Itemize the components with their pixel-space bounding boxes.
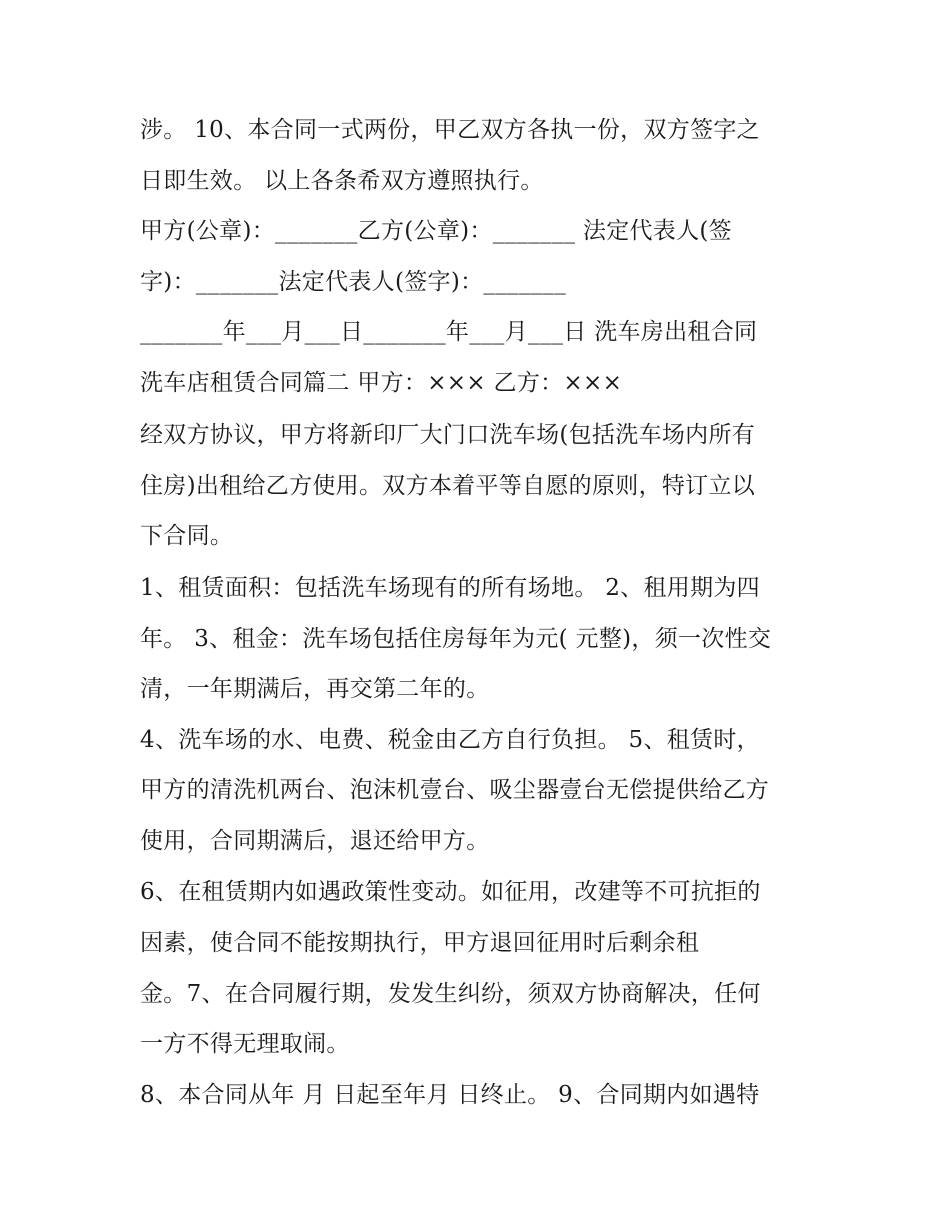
text-line: 一方不得无理取闹。 bbox=[140, 1031, 350, 1057]
text-line: 使用，合同期满后，退还给甲方。 bbox=[140, 828, 490, 854]
text-line: _______年___月___日_______年___月___日 洗车房出租合同 bbox=[140, 319, 758, 345]
text-line: 甲方的清洗机两台、泡沫机壹台、吸尘器壹台无偿提供给乙方 bbox=[140, 777, 770, 803]
text-line: 清，一年期满后，再交第二年的。 bbox=[140, 676, 490, 702]
text-line: 经双方协议，甲方将新印厂大门口洗车场(包括洗车场内所有 bbox=[140, 422, 756, 448]
text-line: 涉。 10、本合同一式两份，甲乙双方各执一份，双方签字之 bbox=[140, 117, 760, 143]
text-line: 日即生效。 以上各条希双方遵照执行。 bbox=[140, 168, 544, 194]
text-line: 6、在租赁期内如遇政策性变动。如征用，改建等不可抗拒的 bbox=[140, 879, 761, 905]
text-line: 住房)出租给乙方使用。双方本着平等自愿的原则，特订立以 bbox=[140, 473, 756, 499]
text-line: 下合同。 bbox=[140, 523, 234, 549]
text-line: 4、洗车场的水、电费、税金由乙方自行负担。 5、租赁时， bbox=[140, 727, 760, 753]
text-line: 金。7、在合同履行期，发发生纠纷，须双方协商解决，任何 bbox=[140, 981, 761, 1007]
text-line: 8、本合同从年 月 日起至年月 日终止。 9、合同期内如遇特 bbox=[140, 1082, 760, 1108]
text-line: 甲方(公章)：_______乙方(公章)：_______ 法定代表人(签 bbox=[140, 218, 732, 244]
text-line: 1、租赁面积：包括洗车场现有的所有场地。 2、租用期为四 bbox=[140, 575, 760, 601]
text-line: 字)：_______法定代表人(签字)：_______ bbox=[140, 269, 567, 295]
text-line: 洗车店租赁合同篇二 甲方：××× 乙方：××× bbox=[140, 370, 623, 396]
text-line: 年。 3、租金：洗车场包括住房每年为元( 元整)，须一次性交 bbox=[140, 626, 772, 652]
text-line: 因素，使合同不能按期执行，甲方退回征用时后剩余租 bbox=[140, 930, 700, 956]
